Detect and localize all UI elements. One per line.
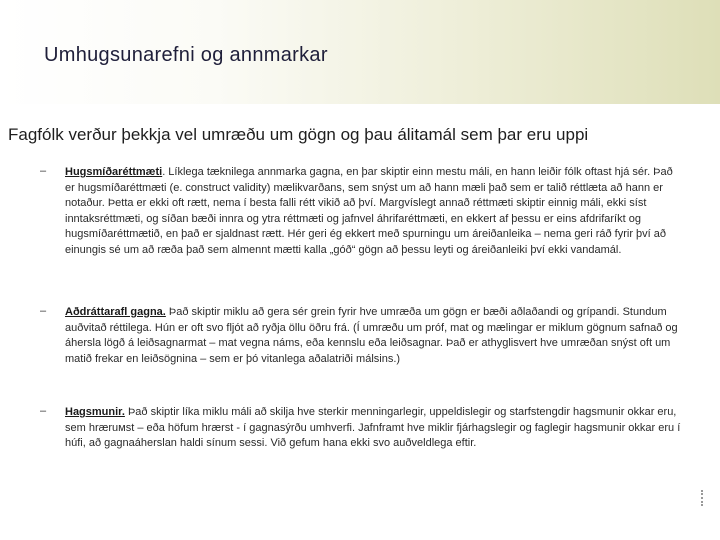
slide-number-marker — [701, 490, 705, 506]
bullet-dash: – — [40, 405, 47, 417]
bullet-text — [65, 305, 685, 367]
bullet-term: Aðdráttarafl gagna. — [65, 306, 166, 318]
bullet-body: . Líklega tæknilega annmarka gagna, en þar skiptir einn mestu máli, en hann leiðir fólk oftast hjá sér. Það er hugsmíðaréttmæti (e. construct validity) mælikvarðans, sem snýst um að hann mæli það sem er talið réttlæta að hann er notaður. Þetta er ekki oft rætt, nema í besta falli rétt vikið að því. Margvíslegt annað réttmæti skiptir einnig máli, ekki síst inntaksréttmæti, og síðan bæði innra og ytra réttmæti og jafnvel áhrifaréttmæti, en ekkert af þessu er eins afdrifaríkt og hugsmíðaréttmætið, en það er sjaldnast rætt. Hér geri ég ekkert með spurningu um áreiðanleika – nema geri ráð fyrir því að einungis sé um að ræða það sem almennt mætti kalla „góð“ gögn að þessu leyti og áreiðanleiki því ekki vandamál. — [65, 166, 673, 256]
bullet-term: Hugsmíðaréttmæti — [65, 166, 163, 178]
page-title: Umhugsunarefni og annmarkar — [44, 44, 328, 66]
bullet-dash: – — [40, 305, 47, 317]
bullet-text — [65, 165, 685, 259]
bullet-dash: – — [40, 165, 47, 177]
bullet-body: Það skiptir líka miklu máli að skilja hve sterkir menningarlegir, uppeldislegir og starfstengdir hagsmunir okkar eru, sem hræruмst – eða höfum hrærst - í gagnasýrðu umhverfi. Jafnframt hve miklir fjárhagslegir og faglegir hagsmunir okkar eru í húfi, að gagnaáherslan haldi sínum sessi. Við gefum hana ekki svo auðveldlega eftir. — [65, 406, 681, 450]
bullet-term: Hagsmunir. — [65, 406, 125, 418]
bullet-body: Það skiptir miklu að gera sér grein fyrir hve umræða um gögn er bæði aðlaðandi og grípandi. Stundum auðvitað réttilega. Hún er oft svo fljót að ryðja öllu öðru frá. (Í umræðu um próf, mat og mælingar er miklum gögnum safnað og áhersla lögð á leiðsagnarmat – mat vegna náms, eða kennslu eða leiðsagnar. Það er athyglisvert hve umræðan snýst oft um matið frekar en leiðsögnina – sem er þó vitanlega aðalatriði málsins.) — [65, 306, 678, 365]
header-band — [0, 0, 720, 104]
slide-subtitle: Fagfólk verður þekkja vel umræðu um gögn og þau álitamál sem þar eru uppi — [8, 125, 589, 144]
bullet-text — [65, 405, 685, 452]
